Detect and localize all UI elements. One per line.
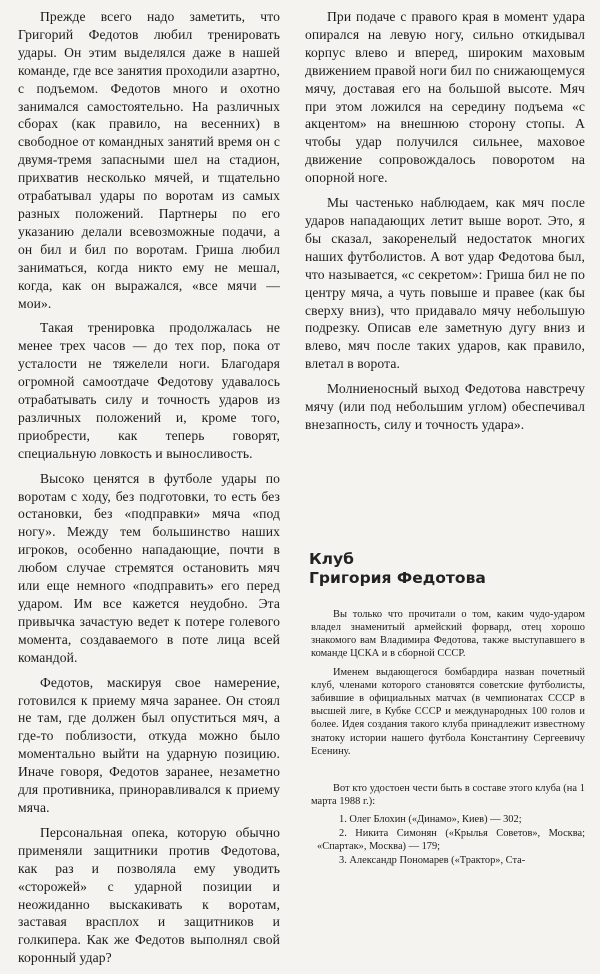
club-intro-paragraph: Вы только что прочитали о том, каким чудо-ударом владел знаменитый армейский форвард, отец хорошо знакомого вам Владимира Федотова, также выступавшего в команде ЦСКА и в сборной СССР.: [311, 608, 585, 660]
section-heading-line: Григория Федотова: [309, 568, 486, 587]
article-paragraph: Федотов, маскируя свое намерение, готовился к приему мяча заранее. Он стоял не там, где должен был опуститься мяч, а где-то поблизости, откуда можно было моментально выйти на ударную позицию. Иначе говоря, Федотов заранее, незаметно для противника, приноравливался к приему мяча.: [18, 674, 280, 815]
section-heading-line: Клуб: [309, 549, 354, 568]
article-paragraph: Персональная опека, которую обычно применяли защитники против Федотова, как раз и позволяла ему уводить «сторожей» с ударной позиции и неожиданно выскакивать к воротам, заставая врасплох и защитников и голкипера. Как же Федотов выполнял свой коронный удар?: [18, 824, 280, 966]
article-paragraph: При подаче с правого края в момент удара опирался на левую ногу, сильно откидывал корпус влево и вперед, широким маховым движением правой ноги бил по снижающемуся мячу, доставая его на большой высоте. Мяч при этом ложился на середину подъема «с акцентом» на внешнюю сторону стопы. А чтобы удар получился сильнее, маховое движение сопровождалось поворотом на опорной ноге.: [305, 9, 585, 186]
right-column: [305, 8, 585, 867]
club-intro-paragraph: Именем выдающегося бомбардира назван почетный клуб, членами которого становятся советские футболисты, забившие в официальных матчах (в чемпионатах СССР в высшей лиге, в Кубке СССР и международных 100 голов и более. Идея создания такого клуба принадлежит известному знатоку истории нашего футбола Константину Сергеевичу Есенину.: [311, 666, 585, 757]
article-paragraph: Высоко ценятся в футболе удары по воротам с ходу, без подготовки, то есть без остановки, без «подправки» мяча «под ногу». Между тем большинство наших игроков, особенно нападающие, почти в любом случае стремятся остановить мяч или еще немного «подправить» его перед ударом. Им все кажется неудобно. Эта привычка зачастую ведет к потере голевого момента, создаваемого в поте лица всей командой.: [18, 470, 280, 665]
club-member-item: 1. Олег Блохин («Динамо», Киев) — 302;: [339, 814, 522, 826]
left-column: [18, 8, 280, 974]
club-intro: [305, 608, 585, 867]
club-members-list: [311, 813, 585, 867]
article-paragraph: Молниеносный выход Федотова навстречу мячу (или под небольшим углом) обеспечивал внезапность, силу и точность удара».: [305, 381, 585, 432]
club-members-lead: Вот кто удостоен чести быть в составе этого клуба (на 1 марта 1988 г.):: [311, 783, 585, 808]
club-member-item: 3. Александр Пономарев («Трактор», Ста-: [339, 854, 526, 866]
article-paragraph: Мы частенько наблюдаем, как мяч после ударов нападающих летит выше ворот. Это, я бы сказал, закоренелый недостаток многих наших футболистов. А вот удар Федотова был, что называется, «с секретом»: Гриша бил не по центру мяча, а чуть повыше и правее (как бы сверху вниз), что придавало мячу небольшую подрезку. Описав еле заметную дугу вниз и влево, мяч после таких ударов, как правило, влетал в ворота.: [305, 195, 585, 372]
section-heading: [305, 550, 585, 588]
article-paragraph: Такая тренировка продолжалась не менее трех часов — до тех пор, пока от усталости не тяжелели ноги. Благодаря огромной самоотдаче Федотову удавалось отрабатывать силу и точность ударов из различных положений и, кроме того, приобрести, как теперь говорят, специальную ловкость и выносливость.: [18, 320, 280, 461]
article-paragraph: Прежде всего надо заметить, что Григорий Федотов любил тренировать удары. Он этим выделялся даже в нашей команде, где все занятия проходили азартно, с подъемом. Федотов много и охотно занимался самостоятельно. На различных сборах (как правило, на весенних) в свободное от командных занятий время он с двумя-тремя запасными шел на стадион, прихватив несколько мячей, и тщательно отрабатывал удары по воротам из самых разных положений. Партнеры по его указанию делали всевозможные подачи, а он бил и бил по воротам. Гриша любил заниматься, когда никто ему не мешал, когда, как он выражался, «все мячи — мои».: [18, 9, 280, 311]
club-member-item: 2. Никита Симонян («Крылья Советов», Москва; «Спартак», Москва) — 179;: [317, 827, 585, 853]
